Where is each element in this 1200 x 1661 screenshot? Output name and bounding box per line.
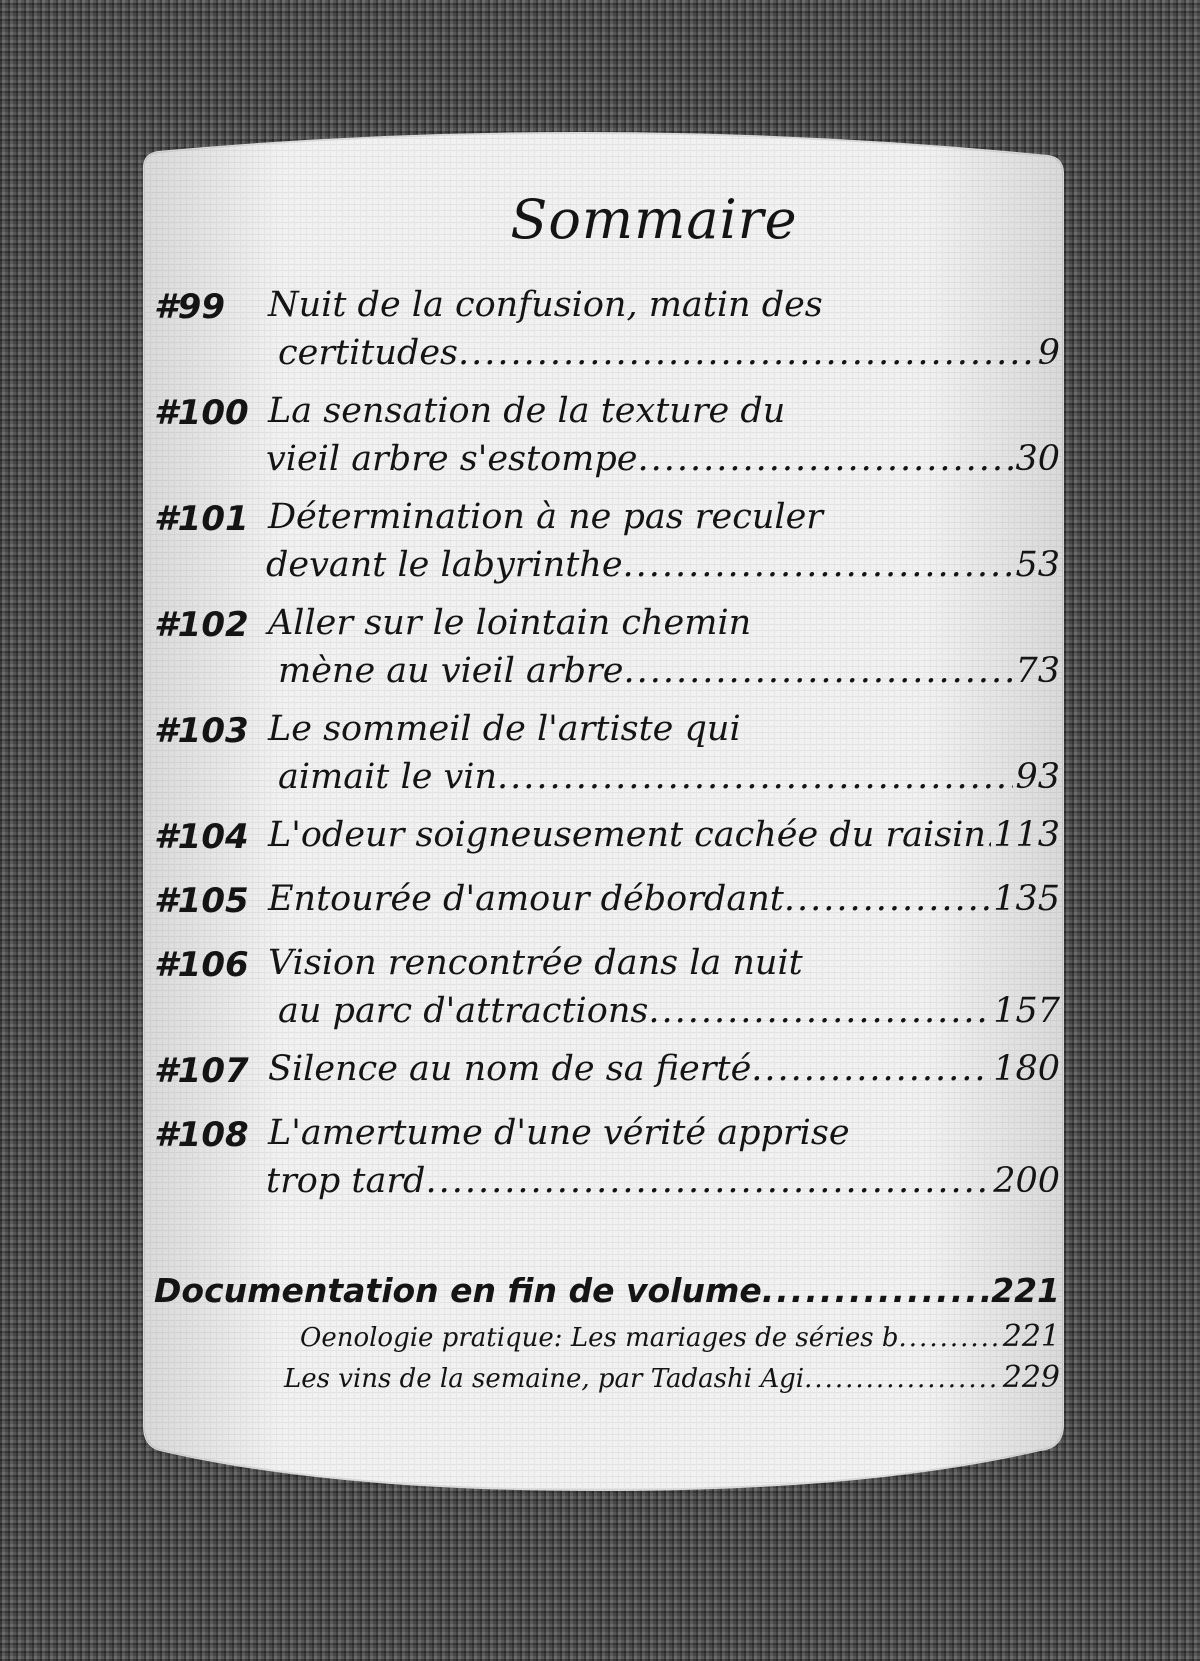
appendix-item xyxy=(284,1358,1060,1399)
page-title: Sommaire xyxy=(510,188,798,251)
appendix-item-label: Les vins de la semaine, par Tadashi Agi xyxy=(284,1364,805,1394)
dot-leader xyxy=(899,1318,1001,1358)
dot-leader xyxy=(751,1045,991,1093)
page-number: 73 xyxy=(1015,651,1060,691)
chapter-title-cont: vieil arbre s'estompe xyxy=(266,439,638,479)
toc-entry xyxy=(148,875,1060,923)
chapter-number: #99 xyxy=(154,287,225,327)
chapter-title: Le sommeil de l'artiste qui xyxy=(268,709,741,749)
page-number: 93 xyxy=(1015,757,1060,797)
chapter-title: Entourée d'amour débordant xyxy=(268,879,784,919)
dot-leader xyxy=(762,1267,989,1315)
chapter-title: Vision rencontrée dans la nuit xyxy=(268,943,803,983)
dot-leader xyxy=(648,987,991,1035)
page-number: 30 xyxy=(1015,439,1060,479)
chapter-number: #104 xyxy=(154,817,249,857)
dot-leader xyxy=(425,1157,991,1205)
appendix-label: Documentation en fin de volume xyxy=(154,1271,762,1310)
toc-entry xyxy=(148,493,1060,589)
dot-leader xyxy=(623,541,1014,589)
page-number: 53 xyxy=(1015,545,1060,585)
toc-entry xyxy=(148,599,1060,695)
dot-leader xyxy=(804,1359,1001,1399)
chapter-title: La sensation de la texture du xyxy=(268,391,786,431)
page-number: 135 xyxy=(993,879,1060,919)
chapter-title: Détermination à ne pas reculer xyxy=(268,497,824,537)
dot-leader xyxy=(623,647,1013,695)
appendix-item-page: 229 xyxy=(1002,1360,1060,1395)
appendix-item-label: Oenologie pratique: Les mariages de séries b xyxy=(300,1323,899,1353)
toc-entry xyxy=(148,705,1060,801)
appendix-entry xyxy=(154,1267,1060,1315)
toc-entry xyxy=(148,387,1060,483)
chapter-title: Aller sur le lointain chemin xyxy=(268,603,752,643)
chapter-number: #105 xyxy=(154,881,249,921)
appendix-page: 221 xyxy=(991,1271,1060,1310)
chapter-number: #108 xyxy=(154,1115,249,1155)
chapter-title: Nuit de la confusion, matin des xyxy=(268,285,823,325)
chapter-number: #107 xyxy=(154,1051,249,1091)
page-number: 180 xyxy=(993,1049,1060,1089)
toc-entry xyxy=(148,281,1060,377)
dot-leader xyxy=(637,435,1013,483)
chapter-number: #106 xyxy=(154,945,249,985)
toc-entry xyxy=(148,1045,1060,1093)
chapter-title-cont: aimait le vin xyxy=(278,757,498,797)
chapter-title-cont: mène au vieil arbre xyxy=(278,651,624,691)
chapter-number: #100 xyxy=(154,393,249,433)
chapter-number: #101 xyxy=(154,499,249,539)
page-number: 157 xyxy=(993,991,1060,1031)
dot-leader xyxy=(784,875,991,923)
chapter-title-cont: trop tard xyxy=(266,1161,426,1201)
dot-leader xyxy=(458,329,1036,377)
toc-entry xyxy=(148,1109,1060,1205)
page-number: 9 xyxy=(1037,333,1060,373)
chapter-title-cont: au parc d'attractions xyxy=(278,991,649,1031)
page-number: 113 xyxy=(993,815,1060,855)
chapter-title: L'amertume d'une vérité apprise xyxy=(268,1113,850,1153)
appendix-item xyxy=(300,1317,1060,1358)
toc-entry xyxy=(148,939,1060,1035)
chapter-title-cont: devant le labyrinthe xyxy=(266,545,623,585)
page-number: 200 xyxy=(993,1161,1060,1201)
chapter-number: #103 xyxy=(154,711,249,751)
chapter-title: L'odeur soigneusement cachée du raisin xyxy=(268,815,986,855)
appendix-item-page: 221 xyxy=(1002,1319,1060,1354)
chapter-title: Silence au nom de sa fierté xyxy=(268,1049,752,1089)
dot-leader xyxy=(497,753,1013,801)
chapter-number: #102 xyxy=(154,605,249,645)
table-of-contents xyxy=(148,185,1060,1399)
chapter-title-cont: certitudes xyxy=(278,333,458,373)
toc-entry xyxy=(148,811,1060,859)
